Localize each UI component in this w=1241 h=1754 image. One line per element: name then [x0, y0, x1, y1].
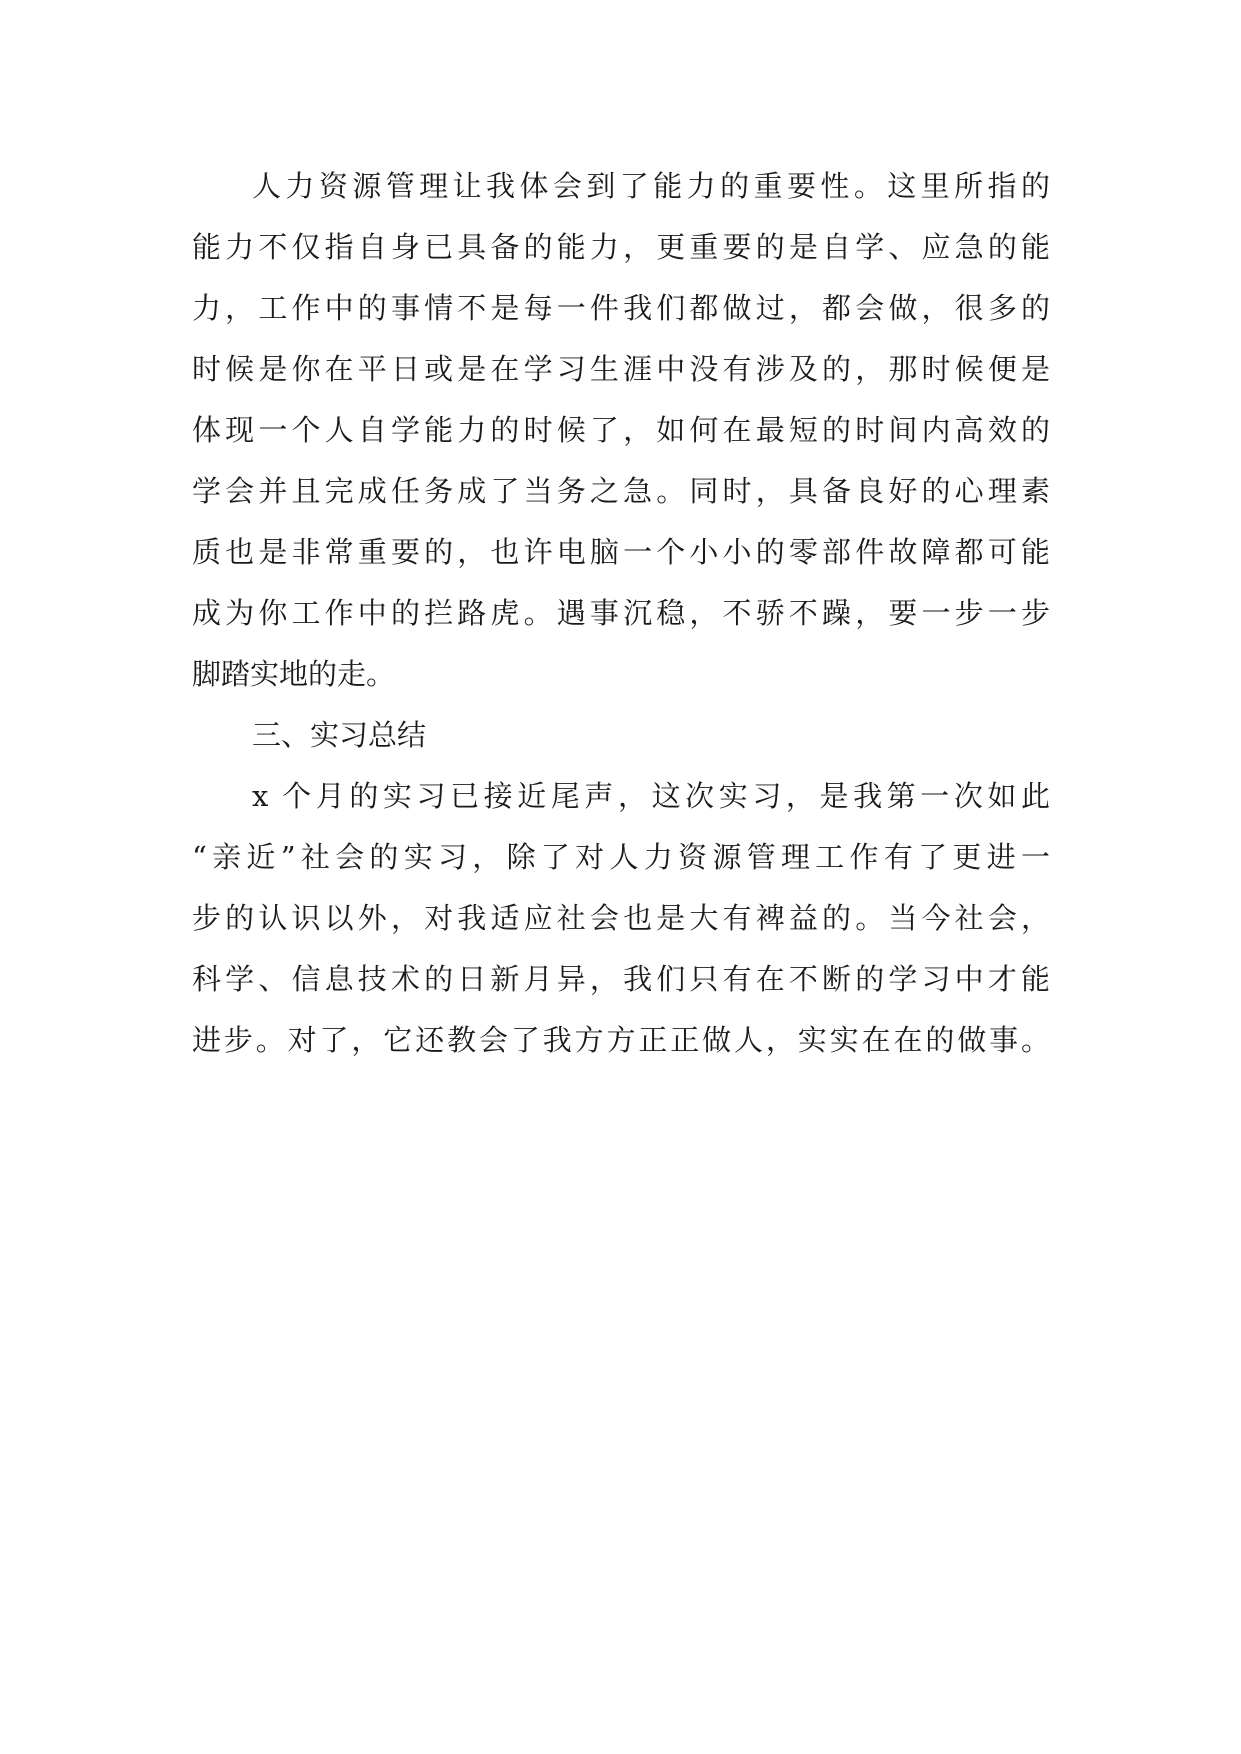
paragraph-line: 能力不仅指自身已具备的能力，更重要的是自学、应急的能	[192, 230, 1050, 264]
paragraph-line: 脚踏实地的走。	[192, 657, 396, 691]
paragraph-line: 学会并且完成任务成了当务之急。同时，具备良好的心理素	[192, 474, 1050, 508]
paragraph-line: 人力资源管理让我体会到了能力的重要性。这里所指的	[252, 169, 1050, 203]
paragraph-line: 力，工作中的事情不是每一件我们都做过，都会做，很多的	[192, 291, 1050, 325]
paragraph-line: x 个月的实习已接近尾声，这次实习，是我第一次如此	[252, 779, 1050, 813]
paragraph-ability	[192, 156, 1050, 705]
paragraph-line: 体现一个人自学能力的时候了，如何在最短的时间内高效的	[192, 413, 1050, 447]
paragraph-line: 步的认识以外，对我适应社会也是大有裨益的。当今社会，	[192, 901, 1050, 935]
paragraph-line: 进步。对了，它还教会了我方方正正做人，实实在在的做事。	[192, 1023, 1050, 1057]
paragraph-line: 质也是非常重要的，也许电脑一个小小的零部件故障都可能	[192, 535, 1050, 569]
paragraph-line: 科学、信息技术的日新月异，我们只有在不断的学习中才能	[192, 962, 1050, 996]
paragraph-summary	[192, 766, 1050, 1071]
paragraph-line: “亲近”社会的实习，除了对人力资源管理工作有了更进一	[192, 840, 1050, 874]
section-heading: 三、实习总结	[252, 718, 427, 752]
document-body	[192, 156, 1050, 1071]
paragraph-line: 时候是你在平日或是在学习生涯中没有涉及的，那时候便是	[192, 352, 1050, 386]
paragraph-line: 成为你工作中的拦路虎。遇事沉稳，不骄不躁，要一步一步	[192, 596, 1050, 630]
